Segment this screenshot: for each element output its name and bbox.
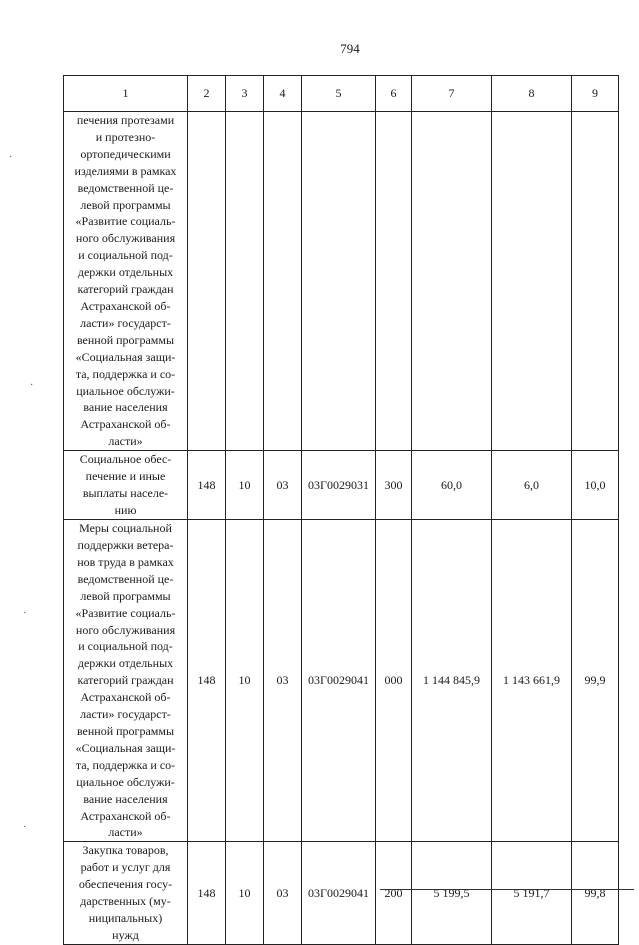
description-line: категорий граждан [77,673,174,688]
description-line: «Социальная защи- [75,349,176,364]
cell-executed [492,112,572,451]
description-line: нужд [112,927,139,942]
page-number: 794 [340,41,360,56]
scan-speck: · [23,822,27,833]
header-cell-5: 5 [302,76,376,112]
description-line: циальное обслужи- [76,774,175,789]
scan-speck: · [9,152,13,163]
description-line: левой программы [80,588,171,603]
description-line: ласти» [108,434,143,449]
table-row [64,451,619,520]
scan-speck: · [30,380,34,391]
header-cell-1: 1 [64,76,188,112]
description-line: и социальной под- [78,248,173,263]
cell-section [226,112,264,451]
description-line: венной программы [76,332,175,347]
description-line: Социальное обес- [79,452,172,467]
cell-planned: 5 199,5 [412,842,492,944]
description-line: Меры социальной [79,521,172,536]
cell-section: 10 [226,520,264,842]
cell-target-article: 03Г0029031 [302,451,376,520]
description-line: и протезно- [95,129,156,144]
description-line: Закупка товаров, [82,843,169,858]
cell-expense-type: 300 [376,451,412,520]
description-line: категорий граждан [77,282,174,297]
row-description [64,842,188,944]
description-line: вание населения [83,791,168,806]
row-description [64,520,188,842]
cell-admin-code: 148 [188,520,226,842]
description-line: та, поддержка и со- [75,366,176,381]
cell-subsection: 03 [264,520,302,842]
cell-executed: 1 143 661,9 [492,520,572,842]
header-cell-3: 3 [226,76,264,112]
description-line: вание населения [83,400,168,415]
description-line: нию [114,503,137,518]
description-line: Астраханской об- [80,298,171,313]
description-line: ведомственной це- [77,571,174,586]
cell-section: 10 [226,451,264,520]
header-cell-4: 4 [264,76,302,112]
budget-table [63,75,619,945]
description-line: ласти» государст- [80,707,171,722]
cell-subsection [264,112,302,451]
cell-target-article [302,112,376,451]
cell-target-article: 03Г0029041 [302,842,376,944]
cell-percent [572,112,619,451]
cell-percent: 99,8 [572,842,619,944]
description-line: изделиями в рамках [74,163,177,178]
description-line: Астраханской об- [80,808,171,823]
description-line: ласти» государст- [80,315,171,330]
bottom-rule [380,889,634,890]
header-cell-8: 8 [492,76,572,112]
description-line: печения протезами [76,113,175,127]
cell-subsection: 03 [264,842,302,944]
cell-planned: 60,0 [412,451,492,520]
cell-admin-code: 148 [188,842,226,944]
description-line: дарственных (му- [80,894,171,909]
cell-expense-type: 000 [376,520,412,842]
header-row [64,76,619,112]
description-line: ного обслуживания [75,622,176,637]
table-row [64,842,619,944]
cell-expense-type: 200 [376,842,412,944]
cell-planned: 1 144 845,9 [412,520,492,842]
description-line: печение и иные [85,469,166,484]
cell-percent: 10,0 [572,451,619,520]
description-line: ласти» [108,825,143,840]
header-cell-6: 6 [376,76,412,112]
description-line: Астраханской об- [80,690,171,705]
description-line: ниципальных) [88,910,163,925]
description-line: нов труда в рамках [77,554,174,569]
scan-speck: · [23,608,27,619]
description-line: держки отдельных [77,656,174,671]
description-line: ортопедическими [80,146,171,161]
cell-admin-code [188,112,226,451]
description-line: держки отдельных [77,265,174,280]
cell-executed: 5 191,7 [492,842,572,944]
header-cell-2: 2 [188,76,226,112]
description-line: выплаты населе- [82,486,169,501]
description-line: венной программы [76,724,175,738]
cell-subsection: 03 [264,451,302,520]
row-description [64,112,188,451]
description-line: «Социальная защи- [75,740,176,755]
description-line: поддержки ветера- [77,538,174,553]
cell-expense-type [376,112,412,451]
description-line: та, поддержка и со- [75,757,176,772]
description-line: циальное обслужи- [76,383,175,398]
description-line: левой программы [80,197,171,212]
table-row [64,112,619,451]
description-line: обеспечения госу- [78,877,173,892]
row-description [64,451,188,520]
description-line: работ и услуг для [80,860,171,875]
table-body [64,112,619,945]
header-cell-9: 9 [572,76,619,112]
description-line: ведомственной це- [77,180,174,195]
description-line: и социальной под- [78,639,173,654]
cell-admin-code: 148 [188,451,226,520]
cell-section: 10 [226,842,264,944]
cell-percent: 99,9 [572,520,619,842]
description-line: ного обслуживания [75,231,176,246]
description-line: «Развитие социаль- [75,605,176,620]
cell-executed: 6,0 [492,451,572,520]
header-cell-7: 7 [412,76,492,112]
cell-target-article: 03Г0029041 [302,520,376,842]
cell-planned [412,112,492,451]
description-line: Астраханской об- [80,417,171,432]
table-row [64,520,619,842]
description-line: «Развитие социаль- [75,214,176,229]
